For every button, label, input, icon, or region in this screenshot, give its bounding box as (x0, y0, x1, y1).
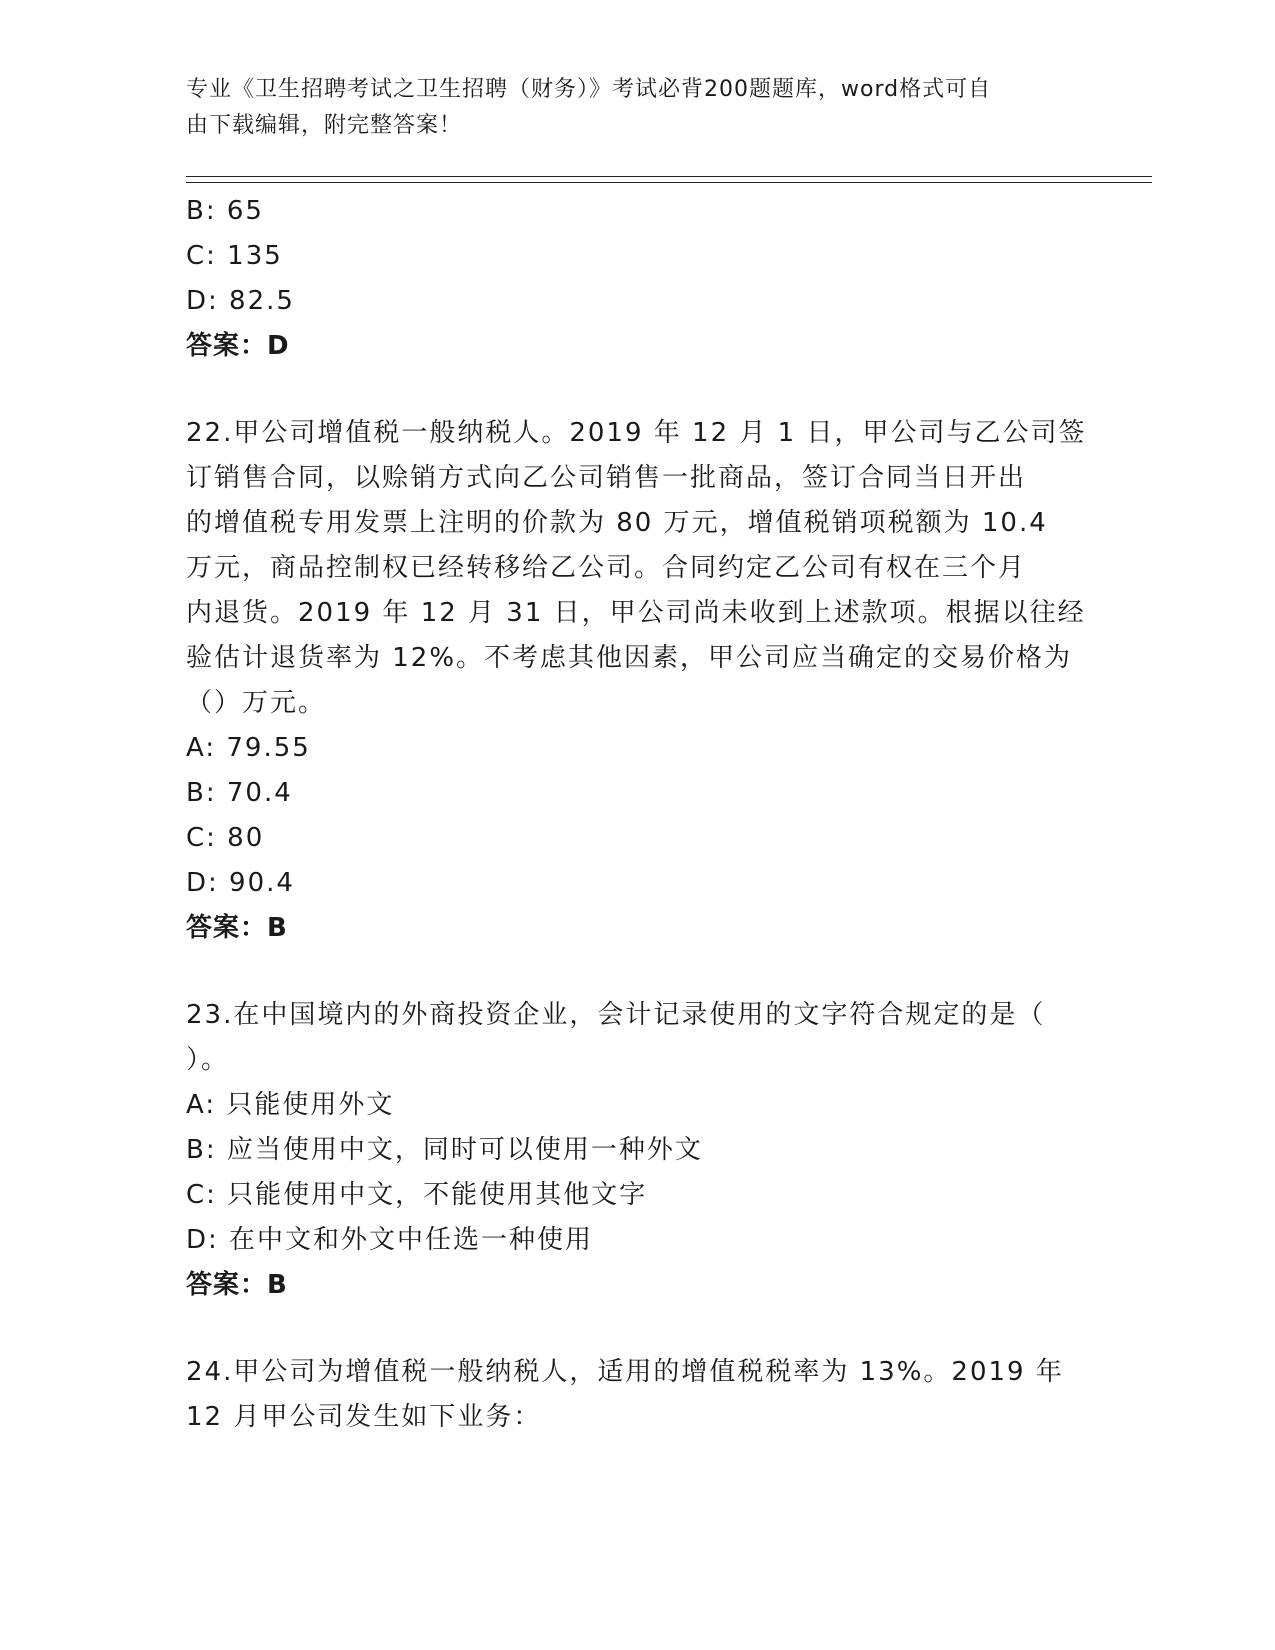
header-line-2: 由下载编辑，附完整答案！ (186, 113, 463, 138)
header-line-1: 专业《卫生招聘考试之卫生招聘（财务）》考试必背200题题库，word格式可自 (186, 77, 992, 102)
q22-option-c: C: 80 (186, 823, 265, 853)
header-divider-bottom (186, 182, 1152, 183)
q23-text-line-2: ）。 (186, 1045, 230, 1075)
q22-text-line-3: 的增值税专用发票上注明的价款为 80 万元，增值税销项税额为 10.4 (186, 508, 1048, 538)
q24-text-line-2: 12 月甲公司发生如下业务： (186, 1402, 542, 1432)
q23-text-line-1: 23.在中国境内的外商投资企业，会计记录使用的文字符合规定的是（ (186, 1000, 1046, 1030)
q21-answer: 答案：D (186, 331, 290, 361)
header-divider-top (186, 176, 1152, 177)
q23-option-b: B: 应当使用中文，同时可以使用一种外文 (186, 1135, 703, 1165)
q21-option-b: B: 65 (186, 196, 264, 226)
q21-option-d: D: 82.5 (186, 286, 295, 316)
q22-text-line-2: 订销售合同，以赊销方式向乙公司销售一批商品，签订合同当日开出 (186, 463, 1027, 493)
q22-text-line-5: 内退货。2019 年 12 月 31 日，甲公司尚未收到上述款项。根据以往经 (186, 598, 1086, 628)
q22-text-line-7: （）万元。 (186, 688, 327, 718)
q24-text-line-1: 24.甲公司为增值税一般纳税人，适用的增值税税率为 13%。2019 年 (186, 1357, 1064, 1387)
q22-option-a: A: 79.55 (186, 733, 311, 763)
document-header (186, 72, 1066, 144)
q22-option-d: D: 90.4 (186, 868, 295, 898)
q22-answer: 答案：B (186, 913, 288, 943)
q22-text-line-4: 万元，商品控制权已经转移给乙公司。合同约定乙公司有权在三个月 (186, 553, 1027, 583)
q22-text-line-1: 22.甲公司增值税一般纳税人。2019 年 12 月 1 日，甲公司与乙公司签 (186, 418, 1087, 448)
q23-option-a: A: 只能使用外文 (186, 1090, 395, 1120)
q22-option-b: B: 70.4 (186, 778, 293, 808)
q23-option-d: D: 在中文和外文中任选一种使用 (186, 1225, 594, 1255)
q21-option-c: C: 135 (186, 241, 283, 271)
q23-answer: 答案：B (186, 1270, 288, 1300)
q22-text-line-6: 验估计退货率为 12%。不考虑其他因素，甲公司应当确定的交易价格为 (186, 643, 1073, 673)
q23-option-c: C: 只能使用中文，不能使用其他文字 (186, 1180, 648, 1210)
